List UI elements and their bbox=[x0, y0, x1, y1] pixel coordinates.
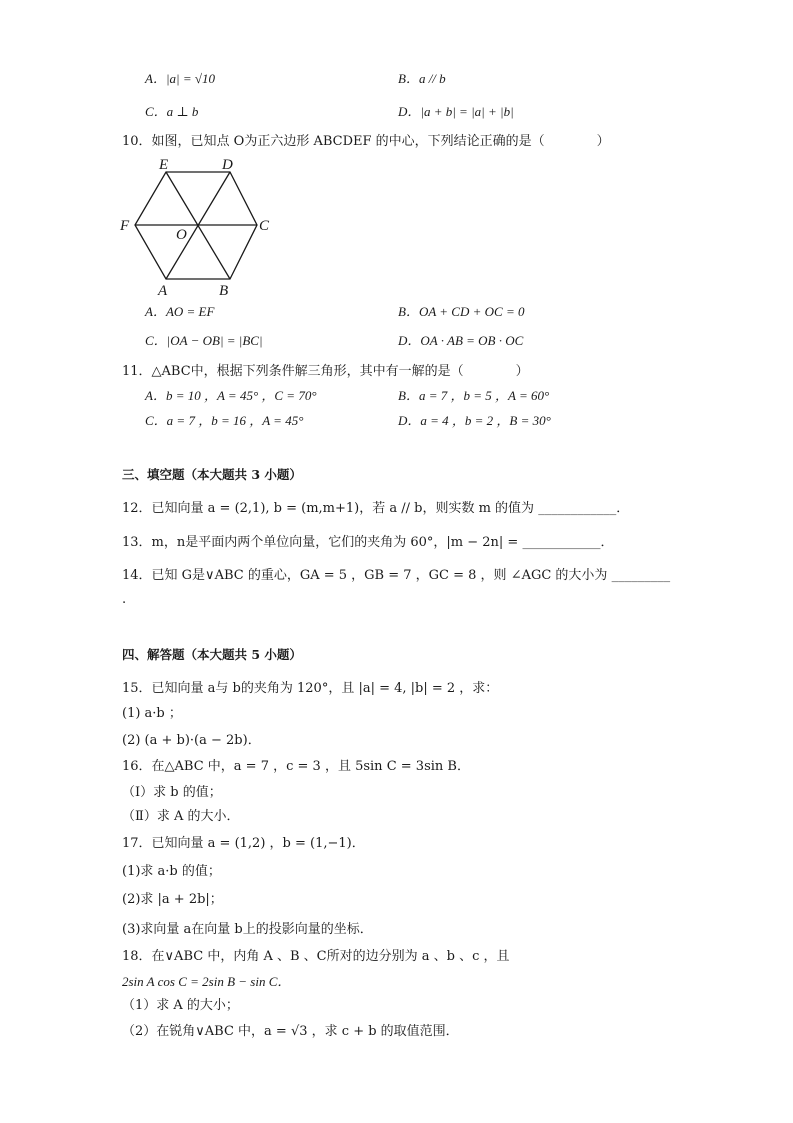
q10-stem: 10．如图，已知点 O为正六边形 ABCDEF 的中心，下列结论正确的是（ ） bbox=[122, 134, 610, 149]
q9-option-d: D．|a + b| = |a| + |b| bbox=[398, 104, 514, 119]
q17-stem: 17．已知向量 a = (1,2) ，b = (1,−1)． bbox=[122, 836, 365, 851]
q10-option-c: C．|OA − OB| = |BC| bbox=[145, 333, 263, 348]
q18-part1: （1）求 A 的大小； bbox=[122, 998, 239, 1013]
q18-part2: （2）在锐角∨ABC 中，a = √3 ，求 c + b 的取值范围． bbox=[122, 1024, 459, 1039]
q11-option-b: B．a = 7 ，b = 5 ，A = 60° bbox=[398, 388, 550, 403]
q17-part2: (2)求 |a + 2b|； bbox=[122, 892, 223, 907]
q9-option-a: A．|a| = √10 bbox=[145, 71, 215, 86]
q17-part1: (1)求 a·b 的值； bbox=[122, 864, 221, 879]
q16-part1: （Ⅰ）求 b 的值； bbox=[122, 785, 222, 800]
hexagon-figure bbox=[118, 155, 278, 300]
q14-text: 14．已知 G是∨ABC 的重心，GA = 5 ，GB = 7 ，GC = 8 ，则 ∠AGC 的大小为 _________ bbox=[122, 568, 671, 583]
vertex-label-f: F bbox=[120, 218, 130, 234]
vertex-label-e: E bbox=[159, 157, 169, 173]
q18-stem-equation: 2sin A cos C = 2sin B − sin C． bbox=[122, 974, 291, 989]
q11-option-d: D．a = 4 ，b = 2 ，B = 30° bbox=[398, 413, 551, 428]
q10-option-d: D．OA · AB = OB · OC bbox=[398, 333, 524, 348]
q15-part1: (1) a·b ； bbox=[122, 706, 182, 721]
q15-stem: 15．已知向量 a与 b的夹角为 120°，且 |a| = 4, |b| = 2 ，求： bbox=[122, 681, 499, 696]
q15-part2: (2) (a + b)·(a − 2b)． bbox=[122, 733, 261, 748]
q10-option-b: B．OA + CD + OC = 0 bbox=[398, 304, 525, 319]
section-answer-title: 四、解答题（本大题共 5 小题） bbox=[122, 647, 302, 662]
q10-option-a: A．AO = EF bbox=[145, 304, 215, 319]
center-label-o: O bbox=[176, 227, 187, 243]
q11-option-c: C．a = 7 ，b = 16 ，A = 45° bbox=[145, 413, 304, 428]
q9-option-b: B．a // b bbox=[398, 71, 446, 86]
q11-option-a: A．b = 10 ，A = 45° ，C = 70° bbox=[145, 388, 317, 403]
q16-stem: 16．在△ABC 中，a = 7 ，c = 3 ，且 5sin C = 3sin B． bbox=[122, 759, 470, 774]
q16-part2: （Ⅱ）求 A 的大小． bbox=[122, 809, 240, 824]
q17-part3: (3)求向量 a在向量 b上的投影向量的坐标． bbox=[122, 922, 373, 937]
q14-text-end: . bbox=[122, 592, 127, 607]
vertex-label-a: A bbox=[158, 283, 168, 299]
vertex-label-d: D bbox=[222, 157, 233, 173]
q13-text: 13．m，n是平面内两个单位向量，它们的夹角为 60°，|m − 2n| = ____________． bbox=[122, 535, 614, 550]
q18-stem: 18．在∨ABC 中，内角 A 、B 、C所对的边分别为 a 、b 、c ，且 bbox=[122, 949, 510, 964]
vertex-label-c: C bbox=[259, 218, 270, 234]
q9-option-c: C．a ⊥ b bbox=[145, 104, 199, 119]
q11-stem: 11．△ABC中，根据下列条件解三角形，其中有一解的是（ ） bbox=[122, 364, 529, 379]
q12-text: 12．已知向量 a = (2,1), b = (m,m+1)，若 a // b，则实数 m 的值为 ____________． bbox=[122, 501, 630, 516]
section-fill-in-title: 三、填空题（本大题共 3 小题） bbox=[122, 467, 302, 482]
hexagon-lines bbox=[135, 172, 257, 279]
vertex-label-b: B bbox=[219, 283, 229, 299]
